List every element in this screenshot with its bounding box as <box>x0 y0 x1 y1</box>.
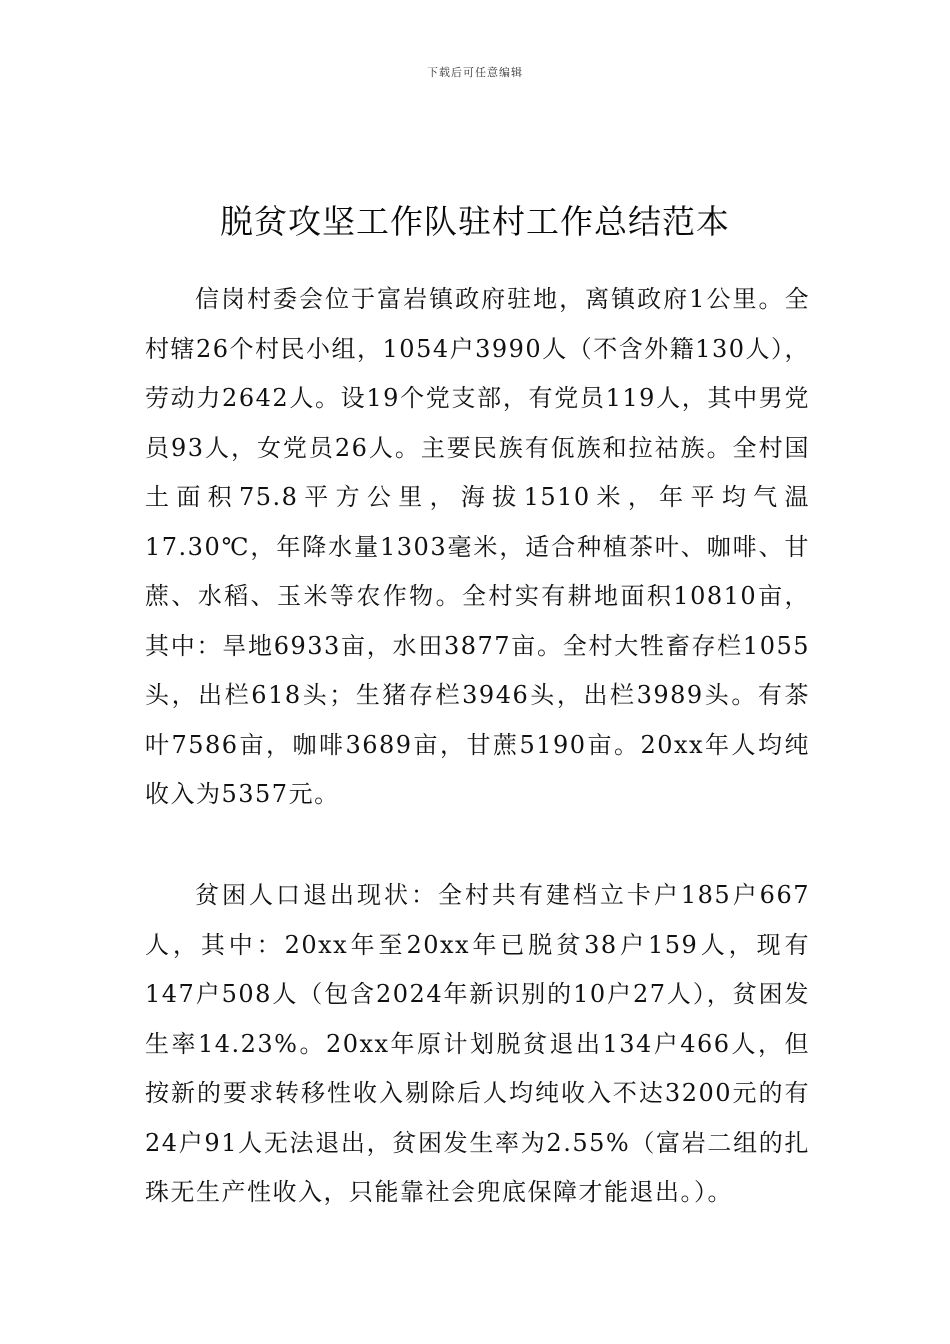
header-note: 下载后可任意编辑 <box>427 66 523 79</box>
document-title: 脱贫攻坚工作队驻村工作总结范本 <box>220 202 730 242</box>
paragraph-village-overview: 信岗村委会位于富岩镇政府驻地，离镇政府1公里。全村辖26个村民小组，1054户3990人（不含外籍130人），劳动力2642人。设19个党支部，有党员119人，其中男党员93人，女党员26人。主要民族有佤族和拉祜族。全村国土面积75.8平方公里，海拔1510米，年平均气温17.30℃，年降水量1303毫米，适合种植茶叶、咖啡、甘蔗、水稻、玉米等农作物。全村实有耕地面积10810亩，其中：旱地6933亩，水田3877亩。全村大牲畜存栏1055头，出栏618头；生猪存栏3946头，出栏3989头。有茶叶7586亩，咖啡3689亩，甘蔗5190亩。20xx年人均纯收入为5357元。 <box>145 285 811 808</box>
paragraph-poverty-exit-status: 贫困人口退出现状：全村共有建档立卡户185户667人，其中：20xx年至20xx年已脱贫38户159人，现有147户508人（包含2024年新识别的10户27人），贫困发生率14.23%。20xx年原计划脱贫退出134户466人，但按新的要求转移性收入剔除后人均纯收入不达3200元的有24户91人无法退出，贫困发生率为2.55%（富岩二组的扎珠无生产性收入，只能靠社会兜底保障才能退出。）。 <box>145 881 810 1206</box>
